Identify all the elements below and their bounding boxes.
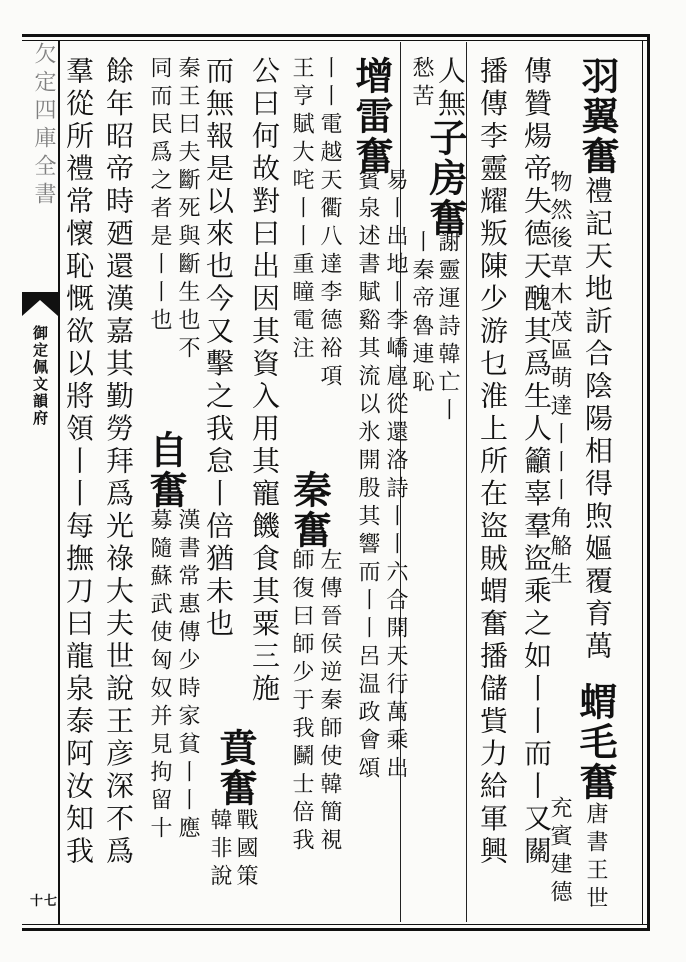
text-column-10-heading xyxy=(213,728,258,808)
text-column-5-heading xyxy=(423,118,468,238)
frame-border-inner-right xyxy=(642,40,643,925)
entry-heading: 子房奮 xyxy=(423,118,468,238)
text-column-6 xyxy=(349,56,394,176)
entry-heading: 羽翼奮 xyxy=(575,56,620,176)
frame-border-inner-bottom xyxy=(22,924,647,925)
text-column-7b xyxy=(318,548,340,856)
column-text: 而無報是以來也今又擊之我怠丨倍猶未也 xyxy=(202,56,235,641)
column-text: 師復曰師少于我鬭士倍我 xyxy=(289,548,314,856)
text-column-4 xyxy=(476,56,509,869)
text-column-5d xyxy=(410,230,432,398)
text-column-5b xyxy=(410,56,432,112)
text-column-14 xyxy=(62,56,95,869)
column-text: 人無 xyxy=(434,56,467,121)
text-column-13 xyxy=(102,56,135,869)
text-column-10 xyxy=(202,56,235,641)
column-text: 丨丨電越天衢八達李德裕項 xyxy=(317,56,342,392)
column-text: 漢書常惠傳少時家貧丨丨應 xyxy=(175,508,200,844)
text-column-8 xyxy=(290,56,312,364)
text-column-7-heading xyxy=(287,470,332,550)
text-column-9 xyxy=(248,56,281,706)
text-column-5 xyxy=(434,56,467,121)
text-column-3 xyxy=(520,56,553,869)
text-column-2-heading xyxy=(573,682,618,914)
column-text: 募隨蘇武使匈奴并見拘留十 xyxy=(147,508,172,844)
column-text: 王亨賦大咤丨丨重瞳電注 xyxy=(289,56,314,364)
column-text: 餘年昭帝時廼還漢嘉其勤勞拜爲光祿大夫世說王彦深不爲 xyxy=(102,56,135,869)
column-text: 秦王曰夫斷死與斷生也不 xyxy=(175,56,200,364)
text-column-11-heading xyxy=(143,430,188,510)
entry-source: 唐書王世 xyxy=(583,802,608,914)
column-text: 公曰何故對曰出因其資入用其寵饑食其粟三施 xyxy=(248,56,281,706)
margin-edge-text: 欠定四庫全書 xyxy=(31,42,56,210)
frame-border-top xyxy=(22,34,650,37)
column-text: 愁苦 xyxy=(409,56,434,112)
column-text: 戰國策 xyxy=(233,808,258,892)
column-text: 同而民爲之者是丨丨也 xyxy=(147,56,172,336)
text-column-12b xyxy=(148,508,170,844)
column-text: 物然後草木茂區萌達丨丨丨角觡生 xyxy=(547,170,572,590)
column-text: 左傳晉侯逆秦師使韓簡視 xyxy=(317,548,342,856)
column-text: 易丨出地丨李嶠扈從還洛詩丨丨六合開天行萬乘出 xyxy=(383,168,408,784)
column-text: 韓非說 xyxy=(207,808,232,892)
text-column-7 xyxy=(318,56,340,392)
entry-heading: 秦奮 xyxy=(287,470,332,550)
column-text: 丨秦帝魯連恥 xyxy=(409,230,434,398)
frame-border-inner-top xyxy=(22,40,647,41)
frame-border-right xyxy=(647,34,650,931)
text-column-6b xyxy=(384,168,406,784)
frame-border-bottom xyxy=(22,928,650,931)
column-text: 謝靈運詩韓亡丨 xyxy=(435,230,460,426)
entry-heading: 賁奮 xyxy=(213,728,258,808)
text-column-1 xyxy=(575,56,620,664)
entry-heading: 增雷奮 xyxy=(349,56,394,176)
column-text: 禮記天地訢合陰陽相得煦嫗覆育萬 xyxy=(581,176,614,664)
text-column-5c xyxy=(436,230,458,426)
column-text: 充賓建德 xyxy=(547,796,572,908)
text-column-10c xyxy=(208,808,230,892)
entry-heading: 蝟毛奮 xyxy=(573,682,618,802)
page-folio-number: 十七 xyxy=(30,894,59,909)
fish-tail-icon xyxy=(22,292,58,316)
column-text: 傳贊煬帝失德天醜其爲生人籲辜羣盜乘之如丨丨而丨又關 xyxy=(520,56,553,869)
column-text: 羣從所禮常懷恥慨欲以將領丨丨每撫刀曰龍泉泰阿汝知我 xyxy=(62,56,95,869)
text-column-11 xyxy=(176,56,198,364)
column-text: 播傳李靈耀叛陳少游乜淮上所在盜賊蝟奮播儲貲力給軍興 xyxy=(476,56,509,869)
text-column-12 xyxy=(148,56,170,336)
text-column-7c xyxy=(290,548,312,856)
text-column-11b xyxy=(176,508,198,844)
text-column-6c xyxy=(356,168,378,784)
margin-book-title: 御定佩文韻府 xyxy=(31,325,49,427)
entry-heading: 自奮 xyxy=(143,430,188,510)
text-column-10b xyxy=(234,808,256,892)
column-text: 賓泉述書賦谿其流以氷開殷其響而丨丨呂温政會頌 xyxy=(355,168,380,784)
